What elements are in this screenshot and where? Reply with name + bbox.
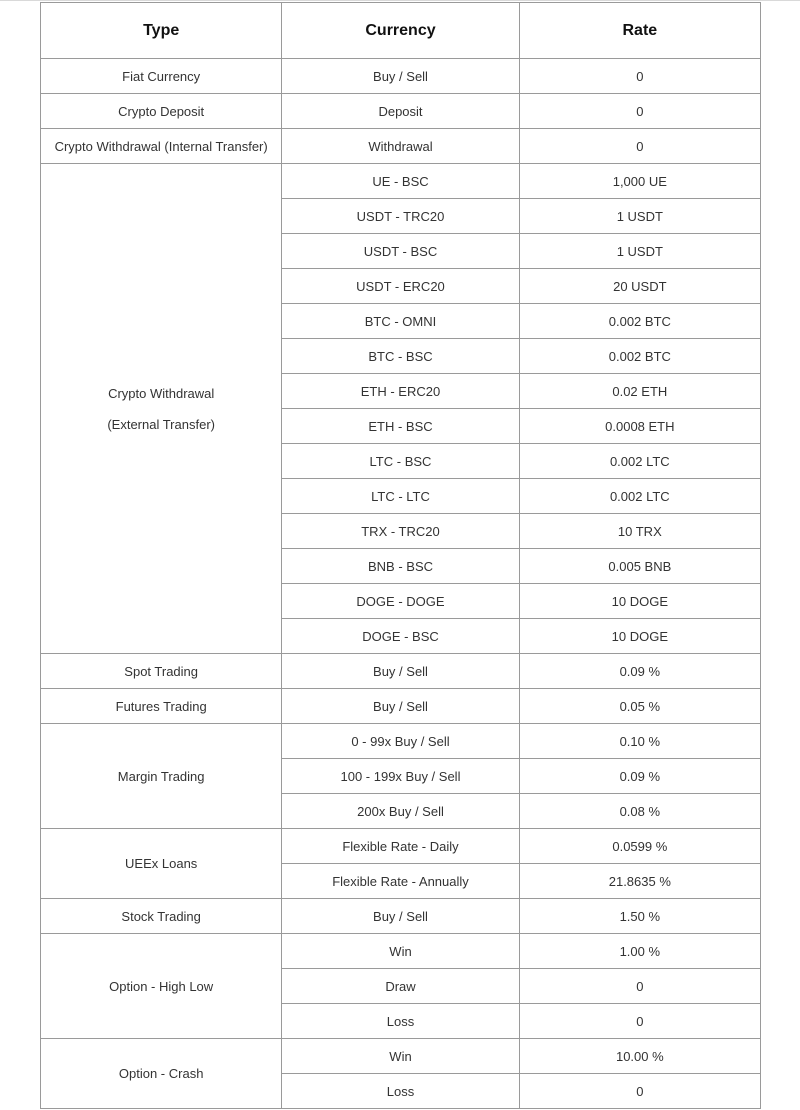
type-cell bbox=[41, 934, 282, 1039]
type-cell bbox=[41, 59, 282, 94]
table-row bbox=[41, 829, 761, 864]
fee-rate-table bbox=[40, 2, 761, 1109]
rate-cell: 0.002 BTC bbox=[519, 339, 760, 374]
rate-cell: 10.00 % bbox=[519, 1039, 760, 1074]
rate-cell: 10 DOGE bbox=[519, 619, 760, 654]
type-cell bbox=[41, 724, 282, 829]
type-label: Crypto Deposit bbox=[118, 103, 205, 119]
rate-cell: 0 bbox=[519, 969, 760, 1004]
table-row bbox=[41, 934, 761, 969]
rate-cell: 0.08 % bbox=[519, 794, 760, 829]
currency-cell: Flexible Rate - Daily bbox=[282, 829, 519, 864]
currency-cell: Withdrawal bbox=[282, 129, 519, 164]
rate-cell: 0.002 LTC bbox=[519, 444, 760, 479]
rate-cell: 0 bbox=[519, 1074, 760, 1109]
table-row bbox=[41, 164, 761, 199]
currency-cell: USDT - ERC20 bbox=[282, 269, 519, 304]
currency-cell: Buy / Sell bbox=[282, 654, 519, 689]
column-header-type: Type bbox=[41, 3, 282, 59]
rate-cell: 1 USDT bbox=[519, 199, 760, 234]
currency-cell: Buy / Sell bbox=[282, 59, 519, 94]
type-cell bbox=[41, 164, 282, 654]
type-label: Futures Trading bbox=[115, 698, 207, 714]
currency-cell: Buy / Sell bbox=[282, 689, 519, 724]
type-cell bbox=[41, 829, 282, 899]
rate-cell: 0 bbox=[519, 129, 760, 164]
currency-cell: 100 - 199x Buy / Sell bbox=[282, 759, 519, 794]
currency-cell: Loss bbox=[282, 1004, 519, 1039]
rate-cell: 21.8635 % bbox=[519, 864, 760, 899]
currency-cell: UE - BSC bbox=[282, 164, 519, 199]
currency-cell: Loss bbox=[282, 1074, 519, 1109]
currency-cell: Flexible Rate - Annually bbox=[282, 864, 519, 899]
rate-cell: 1.00 % bbox=[519, 934, 760, 969]
rate-cell: 20 USDT bbox=[519, 269, 760, 304]
currency-cell: 200x Buy / Sell bbox=[282, 794, 519, 829]
type-cell bbox=[41, 654, 282, 689]
type-label: UEEx Loans bbox=[125, 856, 198, 871]
rate-cell: 0.09 % bbox=[519, 654, 760, 689]
rate-cell: 0.002 LTC bbox=[519, 479, 760, 514]
rate-cell: 1,000 UE bbox=[519, 164, 760, 199]
rate-cell: 0 bbox=[519, 59, 760, 94]
currency-cell: LTC - LTC bbox=[282, 479, 519, 514]
column-header-currency: Currency bbox=[282, 3, 519, 59]
rate-cell: 0.005 BNB bbox=[519, 549, 760, 584]
rate-cell: 10 TRX bbox=[519, 514, 760, 549]
table-row bbox=[41, 129, 761, 164]
currency-cell: Win bbox=[282, 934, 519, 969]
type-label: Crypto Withdrawal (Internal Transfer) bbox=[54, 138, 268, 154]
type-cell bbox=[41, 1039, 282, 1109]
rate-cell: 1 USDT bbox=[519, 234, 760, 269]
currency-cell: ETH - BSC bbox=[282, 409, 519, 444]
rate-cell: 0.05 % bbox=[519, 689, 760, 724]
currency-cell: TRX - TRC20 bbox=[282, 514, 519, 549]
currency-cell: Win bbox=[282, 1039, 519, 1074]
type-cell bbox=[41, 899, 282, 934]
currency-cell: BTC - BSC bbox=[282, 339, 519, 374]
rate-cell: 1.50 % bbox=[519, 899, 760, 934]
currency-cell: DOGE - BSC bbox=[282, 619, 519, 654]
currency-cell: Buy / Sell bbox=[282, 899, 519, 934]
currency-cell: ETH - ERC20 bbox=[282, 374, 519, 409]
type-cell bbox=[41, 94, 282, 129]
rate-cell: 0.0008 ETH bbox=[519, 409, 760, 444]
currency-cell: BTC - OMNI bbox=[282, 304, 519, 339]
rate-cell: 0 bbox=[519, 94, 760, 129]
type-label: Option - Crash bbox=[118, 1066, 204, 1081]
table-row bbox=[41, 689, 761, 724]
rate-cell: 0.0599 % bbox=[519, 829, 760, 864]
table-row bbox=[41, 654, 761, 689]
currency-cell: 0 - 99x Buy / Sell bbox=[282, 724, 519, 759]
rate-cell: 0 bbox=[519, 1004, 760, 1039]
rate-cell: 10 DOGE bbox=[519, 584, 760, 619]
currency-cell: DOGE - DOGE bbox=[282, 584, 519, 619]
type-cell bbox=[41, 129, 282, 164]
rate-cell: 0.002 BTC bbox=[519, 304, 760, 339]
currency-cell: USDT - BSC bbox=[282, 234, 519, 269]
currency-cell: USDT - TRC20 bbox=[282, 199, 519, 234]
table-row bbox=[41, 94, 761, 129]
column-header-rate: Rate bbox=[519, 3, 760, 59]
type-label: Option - High Low bbox=[109, 978, 214, 994]
currency-cell: Deposit bbox=[282, 94, 519, 129]
table-row bbox=[41, 724, 761, 759]
type-label: Fiat Currency bbox=[122, 68, 201, 84]
currency-cell: Draw bbox=[282, 969, 519, 1004]
rate-cell: 0.09 % bbox=[519, 759, 760, 794]
type-cell bbox=[41, 689, 282, 724]
type-label: Spot Trading bbox=[124, 663, 199, 679]
rate-cell: 0.10 % bbox=[519, 724, 760, 759]
type-label: Margin Trading bbox=[117, 768, 205, 784]
rate-cell: 0.02 ETH bbox=[519, 374, 760, 409]
type-label: (External Transfer) bbox=[107, 416, 215, 432]
table-row bbox=[41, 1039, 761, 1074]
table-row bbox=[41, 59, 761, 94]
type-label: Stock Trading bbox=[121, 908, 201, 924]
table-body bbox=[41, 59, 761, 1109]
table-header-row bbox=[41, 3, 761, 59]
type-label: Crypto Withdrawal bbox=[108, 385, 215, 401]
currency-cell: BNB - BSC bbox=[282, 549, 519, 584]
top-divider bbox=[0, 0, 800, 1]
currency-cell: LTC - BSC bbox=[282, 444, 519, 479]
table-row bbox=[41, 899, 761, 934]
